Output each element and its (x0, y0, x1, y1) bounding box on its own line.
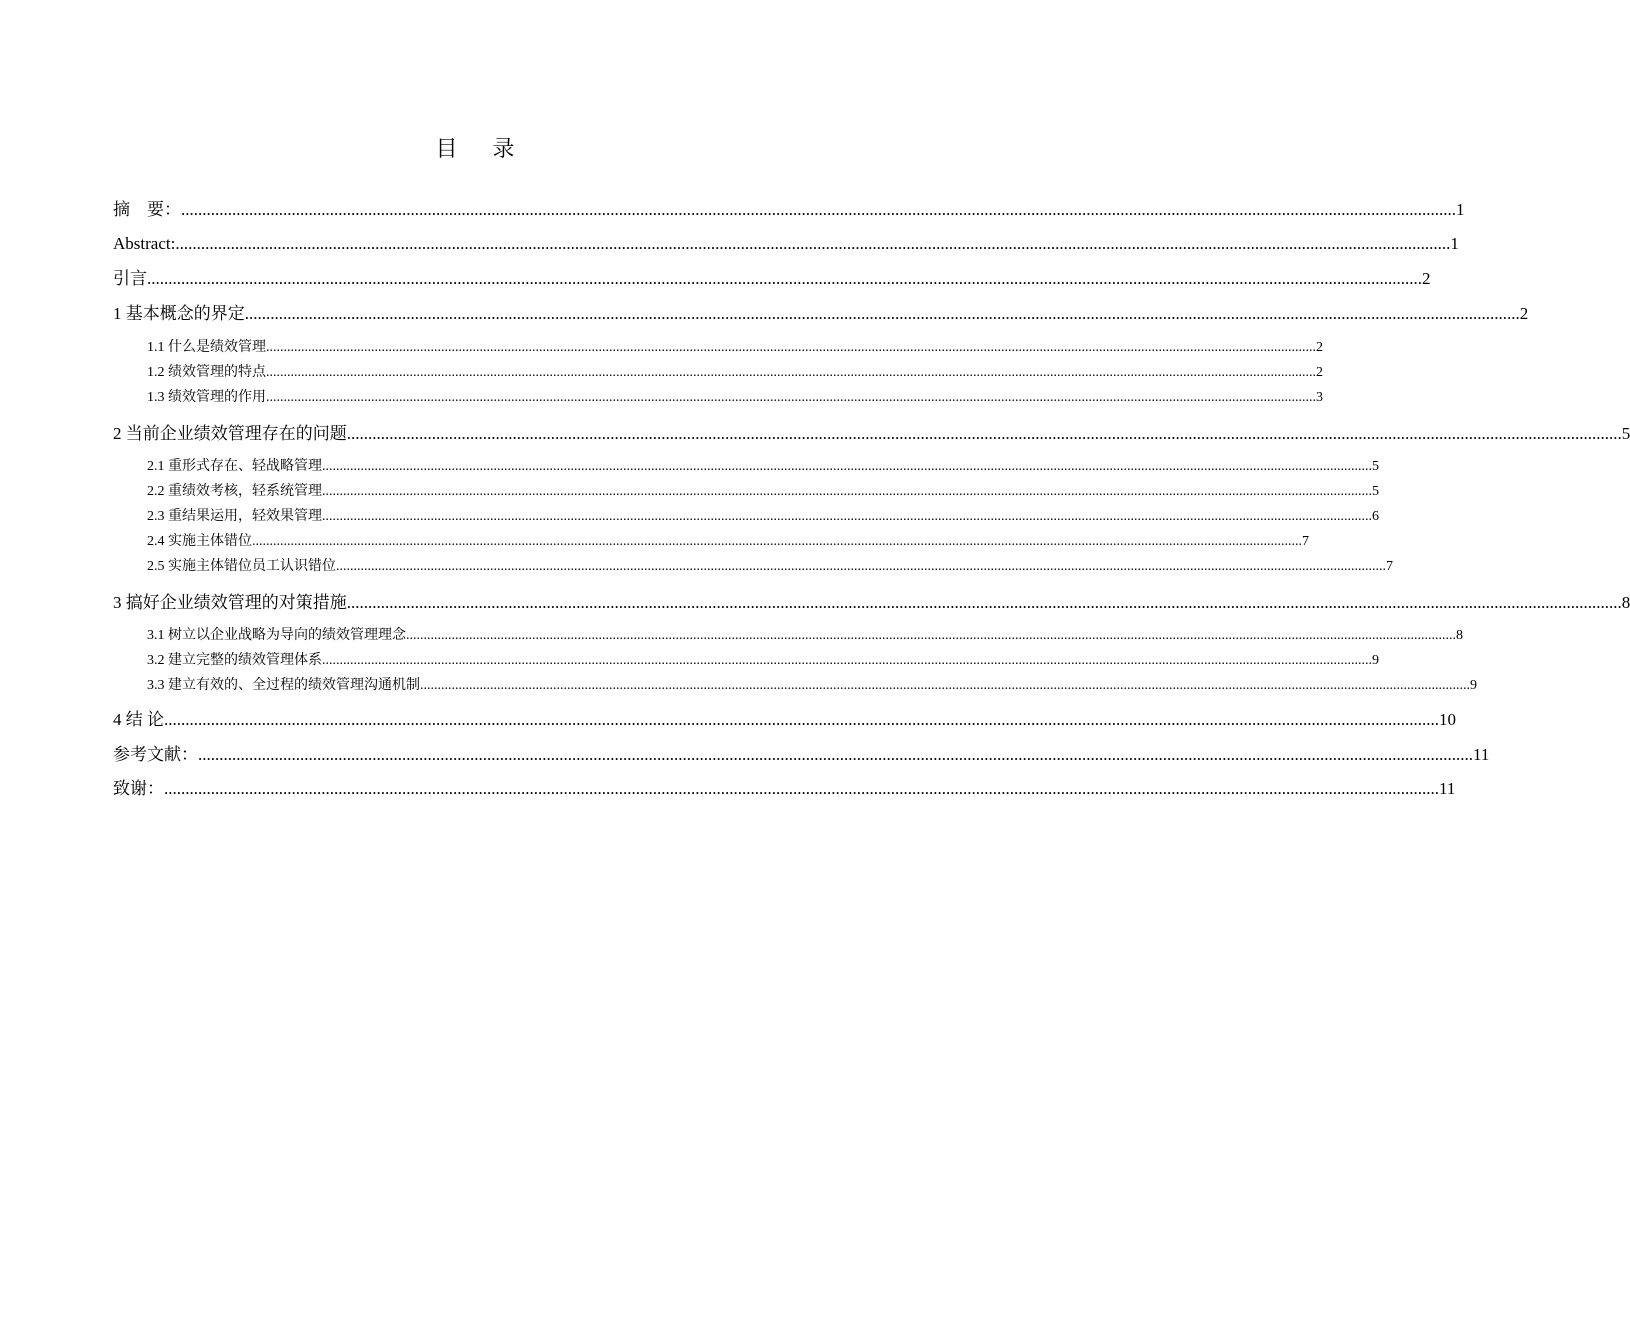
toc-entry[interactable] (147, 482, 1379, 502)
toc-entry-page-number: 3 (1316, 390, 1323, 405)
toc-entry-page-number: 9 (1470, 678, 1477, 693)
toc-entry-label: 1.3 绩效管理的作用 (147, 390, 266, 405)
toc-entry-label: 致谢： (113, 779, 164, 798)
toc-dot-leader: ............................................................................................................................................................................................................................................................................................................ (266, 390, 1316, 405)
toc-entry[interactable] (147, 388, 1323, 408)
toc-dot-leader: ............................................................................................................................................................................................................................................................................................................ (346, 424, 1622, 443)
toc-entry-page-number: 5 (1621, 424, 1630, 443)
toc-dot-leader: ............................................................................................................................................................................................................................................................................................................ (252, 534, 1302, 549)
toc-entry-page-number: 7 (1386, 559, 1393, 574)
toc-entry-label: 2.2 重绩效考核，轻系统管理 (147, 484, 322, 499)
toc-entry-label: 2.1 重形式存在、轻战略管理 (147, 459, 322, 474)
toc-entry-label: 3.2 建立完整的绩效管理体系 (147, 653, 322, 668)
toc-dot-leader: ............................................................................................................................................................................................................................................................................................................ (198, 745, 1473, 764)
toc-entry-label: 引言 (113, 269, 147, 288)
toc-entry[interactable] (113, 302, 1529, 326)
toc-entry[interactable] (113, 743, 1490, 767)
toc-entry-page-number: 2 (1316, 365, 1323, 380)
toc-dot-leader: ............................................................................................................................................................................................................................................................................................................ (336, 559, 1386, 574)
toc-entry[interactable] (113, 422, 1630, 446)
toc-dot-leader: ............................................................................................................................................................................................................................................................................................................ (164, 779, 1439, 798)
toc-entry[interactable] (113, 591, 1630, 615)
toc-entry-page-number: 1 (1456, 200, 1465, 219)
toc-entry[interactable] (113, 198, 1465, 222)
toc-dot-leader: ............................................................................................................................................................................................................................................................................................................ (244, 304, 1520, 323)
toc-entry-label: 1.2 绩效管理的特点 (147, 365, 266, 380)
toc-entry-page-number: 5 (1372, 484, 1379, 499)
toc-dot-leader: ............................................................................................................................................................................................................................................................................................................ (147, 269, 1422, 288)
toc-entry-page-number: 1 (1450, 234, 1459, 253)
toc-entry-label: Abstract: (113, 234, 176, 253)
toc-entry-label: 2 当前企业绩效管理存在的问题 (113, 424, 347, 443)
toc-dot-leader: ............................................................................................................................................................................................................................................................................................................ (322, 653, 1372, 668)
toc-entry-label: 摘 要： (113, 200, 181, 219)
toc-entry[interactable] (147, 651, 1379, 671)
toc-entry-page-number: 2 (1519, 304, 1529, 323)
toc-dot-leader: ............................................................................................................................................................................................................................................................................................................ (322, 509, 1372, 524)
toc-entry[interactable] (147, 507, 1379, 527)
toc-entry[interactable] (147, 532, 1309, 552)
toc-entry-page-number: 11 (1473, 745, 1490, 764)
toc-entry-label: 1.1 什么是绩效管理 (147, 340, 266, 355)
toc-dot-leader: ............................................................................................................................................................................................................................................................................................................ (322, 459, 1372, 474)
toc-dot-leader: ............................................................................................................................................................................................................................................................................................................ (346, 593, 1622, 612)
toc-entry-label: 2.5 实施主体错位员工认识错位 (147, 559, 336, 574)
toc-entry-page-number: 2 (1422, 269, 1431, 288)
toc-entry[interactable] (113, 232, 1459, 256)
toc-entry-page-number: 7 (1302, 534, 1309, 549)
toc-entry[interactable] (147, 557, 1393, 577)
toc-entry-label: 2.4 实施主体错位 (147, 534, 252, 549)
toc-dot-leader: ............................................................................................................................................................................................................................................................................................................ (266, 365, 1316, 380)
toc-entry-page-number: 11 (1439, 779, 1456, 798)
toc-entry-page-number: 8 (1456, 628, 1463, 643)
toc-entry-label: 3.3 建立有效的、全过程的绩效管理沟通机制 (147, 678, 420, 693)
toc-dot-leader: ............................................................................................................................................................................................................................................................................................................ (266, 340, 1316, 355)
toc-entry[interactable] (147, 676, 1477, 696)
toc-entry[interactable] (113, 777, 1456, 801)
toc-entry-label: 3 搞好企业绩效管理的对策措施 (113, 593, 347, 612)
toc-dot-leader: ............................................................................................................................................................................................................................................................................................................ (406, 628, 1456, 643)
toc-entry-label: 2.3 重结果运用，轻效果管理 (147, 509, 322, 524)
toc-entry-page-number: 8 (1621, 593, 1630, 612)
toc-title: 目 录 (435, 137, 529, 162)
toc-entry-page-number: 6 (1372, 509, 1379, 524)
toc-entry[interactable] (147, 457, 1379, 477)
toc-entry-label: 3.1 树立以企业战略为导向的绩效管理理念 (147, 628, 406, 643)
toc-dot-leader: ............................................................................................................................................................................................................................................................................................................ (164, 710, 1439, 729)
toc-entry[interactable] (113, 267, 1431, 291)
toc-entry[interactable] (113, 708, 1456, 732)
toc-dot-leader: ............................................................................................................................................................................................................................................................................................................ (175, 234, 1451, 253)
toc-entry-page-number: 9 (1372, 653, 1379, 668)
toc-entry-label: 1 基本概念的界定 (113, 304, 245, 323)
toc-dot-leader: ............................................................................................................................................................................................................................................................................................................ (322, 484, 1372, 499)
toc-entry-label: 参考文献： (113, 745, 198, 764)
toc-entry-page-number: 10 (1439, 710, 1456, 729)
toc-entry[interactable] (147, 338, 1323, 358)
toc-dot-leader: ............................................................................................................................................................................................................................................................................................................ (420, 678, 1470, 693)
toc-entry[interactable] (147, 626, 1463, 646)
toc-dot-leader: ............................................................................................................................................................................................................................................................................................................ (181, 200, 1456, 219)
toc-entry-page-number: 5 (1372, 459, 1379, 474)
toc-entry-label: 4 结 论 (113, 710, 164, 729)
toc-entry[interactable] (147, 363, 1323, 383)
toc-entry-page-number: 2 (1316, 340, 1323, 355)
